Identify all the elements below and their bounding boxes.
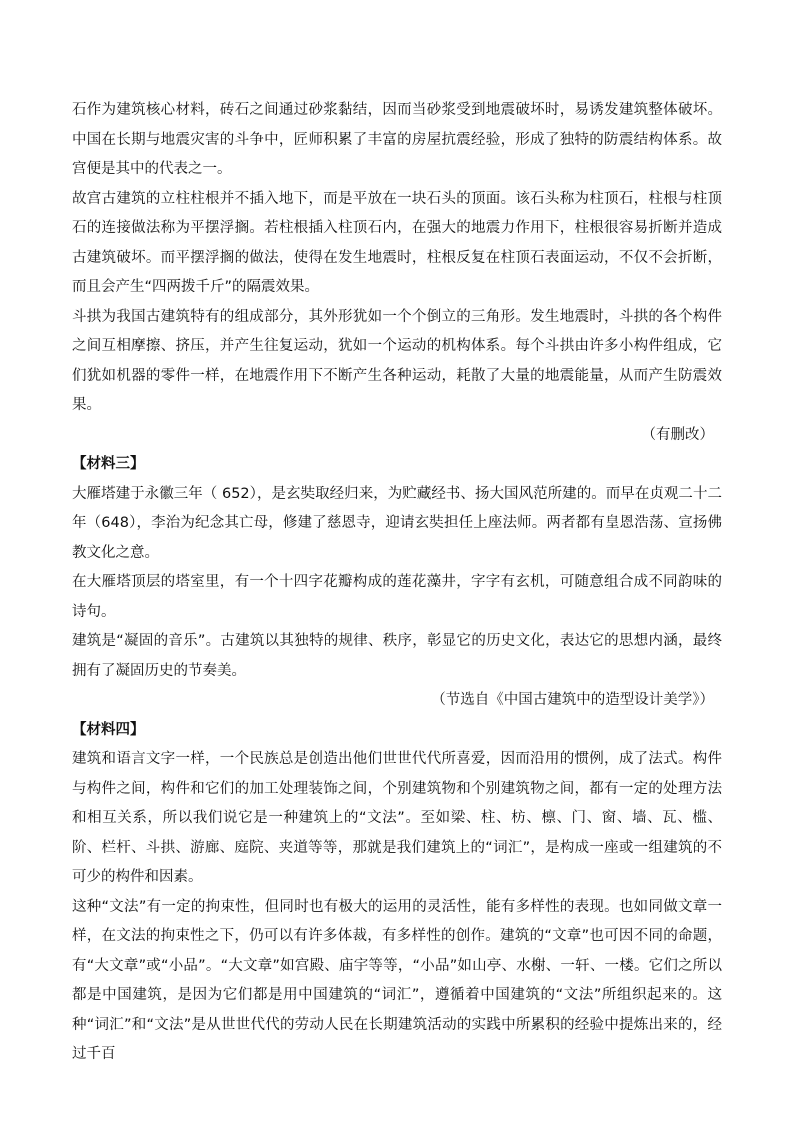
- source-note-2: （节选自《中国古建筑中的造型设计美学》）: [431, 692, 714, 708]
- heading-material-4: 【材料四】: [72, 721, 145, 738]
- paragraph-dougong: 斗拱为我国古建筑特有的组成部分，其外形犹如一个个倒立的三角形。发生地震时，斗拱的各个构件之间互相摩擦、挤压，并产生往复运动，犹如一个运动的机构体系。每个斗拱由许多小构件组成，它们犹如机器的零件一样，在地震作用下不断产生各种运动，耗散了大量的地震能量，从而产生防震效果。: [72, 308, 722, 413]
- paragraph-architecture-grammar: 建筑和语言文字一样，一个民族总是创造出他们世世代代所喜爱，因而沿用的惯例，成了法式。构件与构件之间，构件和它们的加工处理装饰之间，个别建筑物和个别建筑物之间，都有一定的处理方法和相互关系，所以我们说它是一种建筑上的“文法”。至如梁、柱、枋、檩、门、窗、墙、瓦、槛、阶、栏杆、斗拱、游廊、庭院、夹道等等，那就是我们建筑上的“词汇”，是构成一座或一组建筑的不可少的构件和因素。: [72, 751, 722, 885]
- source-note-1: （有删改）: [641, 426, 714, 443]
- document-page: [72, 96, 722, 1070]
- paragraph-grammar-flexibility: 这种“文法”有一定的拘束性，但同时也有极大的运用的灵活性，能有多样性的表现。也如同做文章一样，在文法的拘束性之下，仍可以有许多体裁，有多样性的创作。建筑的“文章”也可因不同的命题，有“大文章”或“小品”。“大文章”如宫殿、庙宇等等，“小品”如山亭、水榭、一轩、一楼。它们之所以都是中国建筑，是因为它们都是用中国建筑的“词汇”，遵循着中国建筑的“文法”所组织起来的。这种“词汇”和“文法”是从世世代代的劳动人民在长期建筑活动的实践中所累积的经验中提炼出来的，经过千百: [72, 898, 722, 1062]
- paragraph-column-base: 故宫古建筑的立柱柱根并不插入地下，而是平放在一块石头的顶面。该石头称为柱顶石，柱根与柱顶石的连接做法称为平摆浮搁。若柱根插入柱顶石内，在强大的地震力作用下，柱根很容易折断并造成古建筑破坏。而平摆浮搁的做法，使得在发生地震时，柱根反复在柱顶石表面运动，不仅不会折断，而且会产生“四两拨千斤”的隔震效果。: [72, 190, 722, 295]
- heading-material-3: 【材料三】: [72, 456, 145, 472]
- paragraph-frozen-music: 建筑是“凝固的音乐”。古建筑以其独特的规律、秩序，彰显它的历史文化，表达它的思想内涵，最终拥有了凝固历史的节奏美。: [72, 633, 722, 679]
- paragraph-dayan-pagoda: 大雁塔建于永徽三年（ 652），是玄奘取经归来，为贮藏经书、扬大国风范所建的。而早在贞观二十二年（648），李治为纪念其亡母，修建了慈恩寺，迎请玄奘担任上座法师。两者都有皇恩浩荡、宣扬佛教文化之意。: [72, 485, 722, 561]
- paragraph-stone-material: 石作为建筑核心材料，砖石之间通过砂浆黏结，因而当砂浆受到地震破坏时，易诱发建筑整体破坏。中国在长期与地震灾害的斗争中，匠师积累了丰富的房屋抗震经验，形成了独特的防震结构体系。故宫便是其中的代表之一。: [72, 102, 722, 177]
- paragraph-lotus-caisson: 在大雁塔顶层的塔室里，有一个十四字花瓣构成的莲花藻井，字字有玄机，可随意组合成不同韵味的诗句。: [72, 574, 722, 620]
